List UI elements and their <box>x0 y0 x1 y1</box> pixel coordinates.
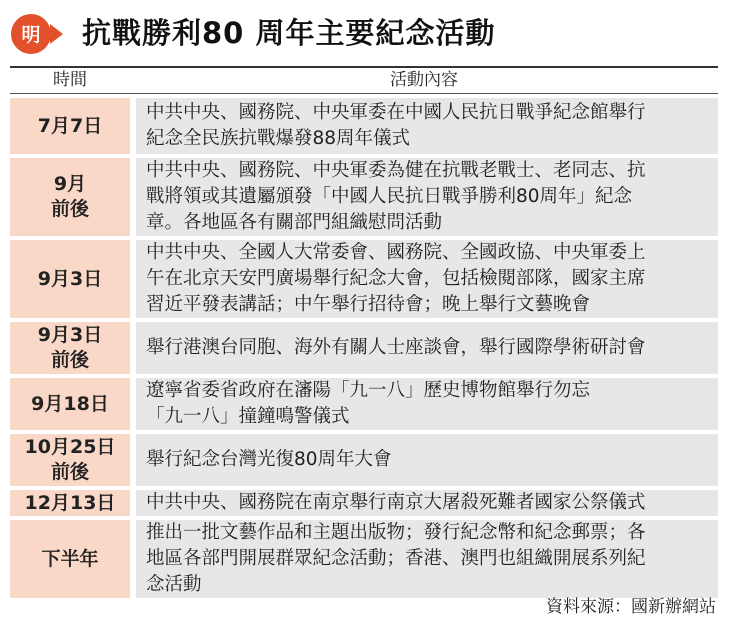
activity-cell: 中共中央、國務院、中央軍委在中國人民抗日戰爭紀念館舉行 紀念全民族抗戰爆發88周年儀式 <box>136 98 718 154</box>
column-header-activity: 活動內容 <box>390 70 458 90</box>
activity-cell: 遼寧省委省政府在瀋陽「九一八」歷史博物館舉行勿忘 「九一八」撞鐘鳴警儀式 <box>136 378 718 430</box>
date-cell: 7月7日 <box>10 98 130 154</box>
date-cell: 9月18日 <box>10 378 130 430</box>
activity-cell: 中共中央、國務院、中央軍委為健在抗戰老戰士、老同志、抗 戰將領或其遺屬頒發「中國人民抗日戰爭勝利80周年」紀念 章。各地區各有關部門組織慰問活動 <box>136 158 718 236</box>
date-cell: 下半年 <box>10 520 130 598</box>
ming-pao-logo-icon <box>10 10 64 58</box>
table-row <box>10 490 718 516</box>
activity-cell: 推出一批文藝作品和主題出版物；發行紀念幣和紀念郵票；各 地區各部門開展群眾紀念活動；香港、澳門也組織開展系列紀 念活動 <box>136 520 718 598</box>
table-row <box>10 520 718 598</box>
table-row <box>10 240 718 318</box>
table-row <box>10 322 718 374</box>
date-cell: 9月3日 <box>10 240 130 318</box>
column-header-date: 時間 <box>53 70 87 90</box>
table-row <box>10 434 718 486</box>
activity-cell: 中共中央、全國人大常委會、國務院、全國政協、中央軍委上 午在北京天安門廣場舉行紀念大會，包括檢閱部隊，國家主席 習近平發表講話；中午舉行招待會；晚上舉行文藝晚會 <box>136 240 718 318</box>
table-row <box>10 158 718 236</box>
date-cell: 12月13日 <box>10 490 130 516</box>
activity-cell: 舉行港澳台同胞、海外有關人士座談會，舉行國際學術研討會 <box>136 322 718 374</box>
source-note: 資料來源：國新辦網站 <box>546 597 716 617</box>
activity-cell: 中共中央、國務院在南京舉行南京大屠殺死難者國家公祭儀式 <box>136 490 718 516</box>
table-row <box>10 378 718 430</box>
table-row <box>10 98 718 154</box>
date-cell: 9月3日 前後 <box>10 322 130 374</box>
logo-text: 明 <box>21 24 41 46</box>
date-cell: 10月25日 前後 <box>10 434 130 486</box>
header <box>0 0 730 66</box>
page-title: 抗戰勝利80 周年主要紀念活動 <box>82 16 496 50</box>
table-header <box>10 66 718 94</box>
activity-cell: 舉行紀念台灣光復80周年大會 <box>136 434 718 486</box>
events-table <box>10 66 718 598</box>
date-cell: 9月 前後 <box>10 158 130 236</box>
